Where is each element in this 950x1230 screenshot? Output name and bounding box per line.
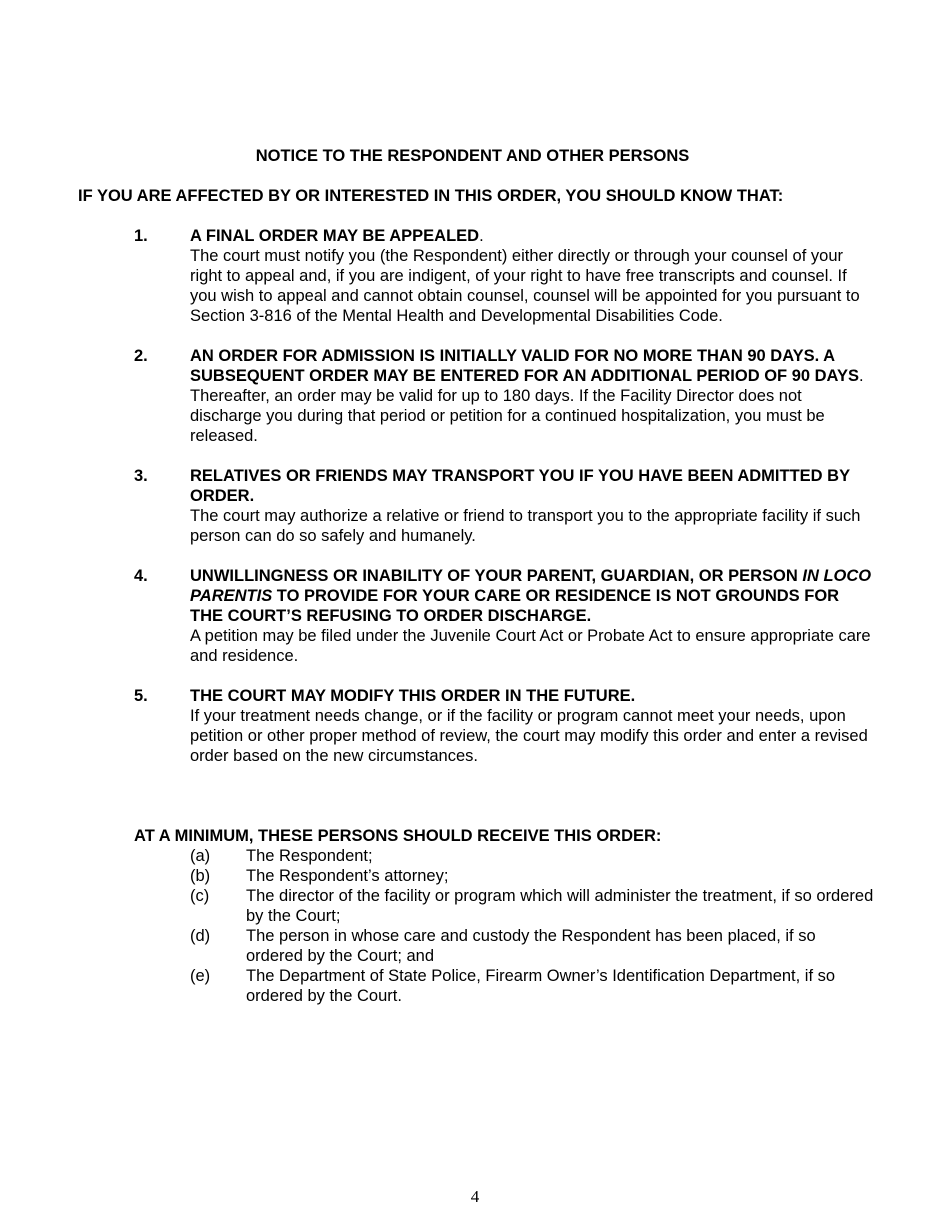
item-heading-suffix: .: [858, 367, 864, 385]
notice-item: [134, 226, 874, 326]
recipient-letter: (d): [190, 927, 211, 945]
notice-item: [134, 466, 874, 546]
item-heading: A FINAL ORDER MAY BE APPEALED: [190, 227, 480, 245]
item-number: 3.: [134, 467, 148, 485]
item-heading-part1: UNWILLINGNESS OR INABILITY OF YOUR PARENT, GUARDIAN, OR PERSON: [190, 567, 803, 585]
recipient-text: The Respondent’s attorney;: [246, 867, 449, 885]
recipient-text: The Respondent;: [246, 847, 373, 865]
notice-title: NOTICE TO THE RESPONDENT AND OTHER PERSONS: [255, 147, 690, 165]
item-heading: [190, 566, 874, 626]
recipient-list: [190, 846, 874, 1006]
recipient-item: [190, 866, 874, 886]
item-body: A petition may be filed under the Juvenile Court Act or Probate Act to ensure appropriate care and residence.: [190, 627, 871, 665]
recipient-item: [190, 966, 874, 1006]
notice-item: [134, 566, 874, 666]
item-heading-suffix: .: [479, 227, 484, 245]
notice-item: [134, 686, 874, 766]
item-body: The court must notify you (the Respondent) either directly or through your counsel of your right to appeal and, if you are indigent, of your right to have free transcripts and counsel. If you wish to appeal and cannot obtain counsel, counsel will be appointed for you pursuant to Section 3-816 of the Mental Health and Developmental Disabilities Code.: [190, 247, 860, 325]
item-body: Thereafter, an order may be valid for up to 180 days. If the Facility Director does not discharge you during that period or petition for a continued hospitalization, you must be released.: [190, 387, 825, 445]
minimum-recipients-section: [134, 826, 874, 1006]
minimum-heading: AT A MINIMUM, THESE PERSONS SHOULD RECEIVE THIS ORDER:: [134, 827, 662, 845]
recipient-item: [190, 926, 874, 966]
item-heading: AN ORDER FOR ADMISSION IS INITIALLY VALID FOR NO MORE THAN 90 DAYS. A SUBSEQUENT ORDER MAY BE ENTERED FOR AN ADDITIONAL PERIOD OF 90 DAYS: [190, 347, 859, 385]
notice-intro: IF YOU ARE AFFECTED BY OR INTERESTED IN THIS ORDER, YOU SHOULD KNOW THAT:: [78, 187, 784, 205]
recipient-text: The director of the facility or program which will administer the treatment, if so ordered by the Court;: [246, 887, 874, 925]
page-number: 4: [470, 1187, 480, 1206]
item-number: 1.: [134, 227, 148, 245]
item-number: 5.: [134, 687, 148, 705]
item-heading-part2: TO PROVIDE FOR YOUR CARE OR RESIDENCE IS NOT GROUNDS FOR THE COURT’S REFUSING TO ORDER DISCHARGE.: [190, 587, 840, 625]
recipient-text: The Department of State Police, Firearm Owner’s Identification Department, if so ordered by the Court.: [246, 967, 836, 1005]
recipient-item: [190, 886, 874, 926]
recipient-letter: (b): [190, 867, 211, 885]
item-number: 4.: [134, 567, 148, 585]
item-heading: THE COURT MAY MODIFY THIS ORDER IN THE FUTURE.: [190, 687, 636, 705]
item-number: 2.: [134, 347, 148, 365]
notice-items: [134, 226, 874, 786]
recipient-letter: (e): [190, 967, 211, 985]
recipient-text: The person in whose care and custody the Respondent has been placed, if so ordered by the Court; and: [246, 927, 816, 965]
item-heading-italic: IN LOCO PARENTIS: [190, 567, 872, 605]
recipient-item: [190, 846, 874, 866]
item-body: If your treatment needs change, or if the facility or program cannot meet your needs, upon petition or other proper method of review, the court may modify this order and enter a revised order based on the new circumstances.: [190, 707, 868, 765]
notice-item: [134, 346, 874, 446]
item-body: The court may authorize a relative or friend to transport you to the appropriate facility if such person can do so safely and humanely.: [190, 507, 861, 545]
recipient-letter: (c): [190, 887, 210, 905]
item-heading: RELATIVES OR FRIENDS MAY TRANSPORT YOU IF YOU HAVE BEEN ADMITTED BY ORDER.: [190, 467, 850, 505]
recipient-letter: (a): [190, 847, 211, 865]
